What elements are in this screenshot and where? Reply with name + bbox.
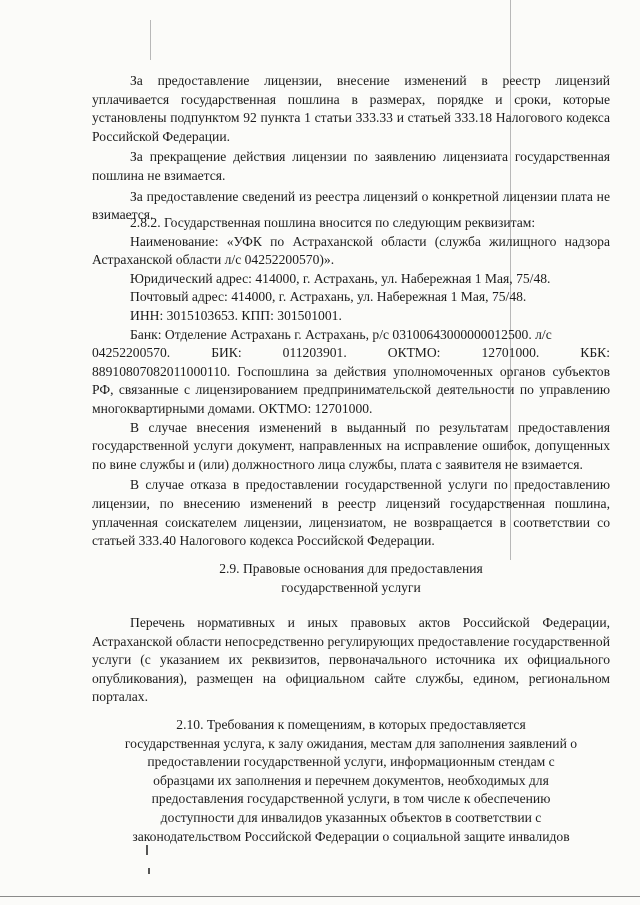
bank-account: 04252200570. xyxy=(92,345,171,361)
scan-speck xyxy=(146,845,148,855)
fee-paragraph-1: За предоставление лицензии, внесение изменений в реестр лицензий уплачивается государственная пошлина в размерах, порядке и сроки, которые установлены подпунктом 92 пункта 1 статьи 333.33 и статьей 333.18 Налогового кодекса Российской Федерации. xyxy=(92,73,610,144)
section-2-9-title-line2: государственной услуги xyxy=(281,579,421,595)
section-2-9-title xyxy=(92,560,610,597)
requisites-bank-row xyxy=(92,344,610,363)
section-2-10-line: предоставлении государственной услуги, информационным стендам с xyxy=(147,754,555,770)
fee-paragraph-3: За предоставление сведений из реестра лицензий о конкретной лицензии плата не взимается. xyxy=(92,188,610,223)
page-bottom-edge xyxy=(0,896,640,897)
bik-label: БИК: xyxy=(211,345,242,361)
scan-speck xyxy=(148,868,150,874)
requisites-heading: 2.8.2. Государственная пошлина вносится по следующим реквизитам: xyxy=(130,215,536,230)
bik-value: 011203901. xyxy=(282,345,347,361)
scan-left-mark xyxy=(150,20,151,60)
fee-paragraph-2: За прекращение действия лицензии по заявлению лицензиата государственная пошлина не взимается. xyxy=(92,149,610,183)
requisites-section xyxy=(92,214,610,551)
kbk-label: КБК: xyxy=(580,345,610,361)
section-2-9-paragraph: Перечень нормативных и иных правовых актов Российской Федерации, Астраханской области непосредственно регулирующих предоставление государственной услуги (с указанием их реквизитов, первоначального источника их официального опубликования), размещен на официальном сайте службы, едином, региональном порталах. xyxy=(92,615,610,705)
requisites-kbk-text: 88910807082011000110. Госпошлина за действия уполномоченных органов субъектов РФ, связанные с лицензированием предпринимательской деятельности по управлению многоквартирными домами. ОКТМО: 12701000. xyxy=(92,363,610,416)
requisites-legal-address: Юридический адрес: 414000, г. Астрахань, ул. Набережная 1 Мая, 75/48. xyxy=(130,270,551,286)
section-2-10-line: законодательством Российской Федерации о социальной защите инвалидов xyxy=(132,828,570,844)
requisites-name: Наименование: «УФК по Астраханской области (служба жилищного надзора Астраханской области л/с 04252200570)». xyxy=(92,233,610,268)
section-2-10-line: государственная услуга, к залу ожидания, местам для заполнения заявлений о xyxy=(124,735,578,751)
section-2-10 xyxy=(88,716,614,846)
oktmo-value: 12701000. xyxy=(481,345,540,361)
section-2-10-line: 2.10. Требования к помещениям, в которых предоставляется xyxy=(176,717,526,732)
fee-section xyxy=(92,72,610,225)
section-2-10-line: предоставления государственной услуги, в том числе к обеспечению xyxy=(151,791,551,807)
errors-paragraph: В случае внесения изменений в выданный по результатам предоставления государственной услуги документ, направленных на исправление ошибок, допущенных по вине службы и (или) должностного лица службы, плата с заявителя не взимается. xyxy=(92,419,610,472)
oktmo-label: ОКТМО: xyxy=(387,345,441,361)
section-2-10-line: доступности для инвалидов указанных объектов в соответствии с xyxy=(160,809,542,825)
section-2-9-title-line1: 2.9. Правовые основания для предоставления xyxy=(219,561,483,576)
section-2-10-line: образцами их заполнения и перечнем документов, необходимых для xyxy=(153,772,549,788)
requisites-inn-kpp: ИНН: 3015103653. КПП: 301501001. xyxy=(130,307,342,323)
refusal-paragraph: В случае отказа в предоставлении государственной услуги по предоставлению лицензии, по внесению изменений в реестр лицензий государственная пошлина, уплаченная соискателем лицензии, лицензиатом, не возвращается в соответствии со статьей 333.40 Налогового кодекса Российской Федерации. xyxy=(92,477,610,549)
section-2-9-body xyxy=(92,614,610,707)
requisites-postal-address: Почтовый адрес: 414000, г. Астрахань, ул. Набережная 1 Мая, 75/48. xyxy=(130,289,527,305)
requisites-bank-line: Банк: Отделение Астрахань г. Астрахань, р/с 03100643000000012500. л/с xyxy=(130,326,552,342)
